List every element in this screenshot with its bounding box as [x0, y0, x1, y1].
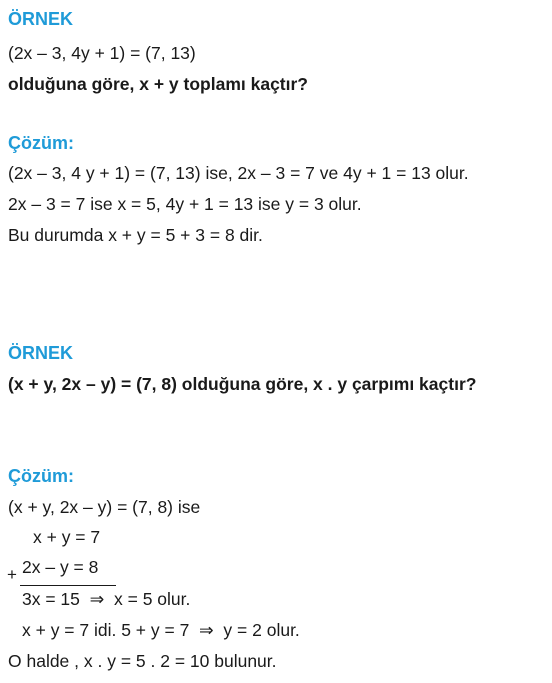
solution-1-line-1: (2x – 3, 4 y + 1) = (7, 13) ise, 2x – 3 = 7 ve 4y + 1 = 13 olur. — [8, 163, 469, 183]
addition-plus-sign: + — [7, 565, 17, 584]
example-1-question: olduğuna göre, x + y toplamı kaçtır? — [8, 74, 308, 94]
example-1-equation: (2x – 3, 4y + 1) = (7, 13) — [8, 43, 196, 63]
example-2-question: (x + y, 2x – y) = (7, 8) olduğuna göre, x . y çarpımı kaçtır? — [8, 374, 477, 394]
solution-1-line-2: 2x – 3 = 7 ise x = 5, 4y + 1 = 13 ise y = 3 olur. — [8, 194, 362, 214]
example-2-heading: ÖRNEK — [8, 343, 74, 363]
solution-2-result: 3x = 15 ⇒ x = 5 olur. — [22, 589, 191, 609]
solution-2-heading: Çözüm: — [8, 466, 74, 486]
solution-1-heading: Çözüm: — [8, 133, 74, 153]
solution-2-line-5: x + y = 7 idi. 5 + y = 7 ⇒ y = 2 olur. — [22, 620, 300, 640]
solution-2-equation-1: x + y = 7 — [33, 527, 101, 547]
solution-2-conclusion: O halde , x . y = 5 . 2 = 10 bulunur. — [8, 651, 277, 671]
addition-rule — [20, 585, 116, 586]
solution-2-equation-2: 2x – y = 8 — [22, 557, 99, 577]
solution-1-line-3: Bu durumda x + y = 5 + 3 = 8 dir. — [8, 225, 263, 245]
example-1-heading: ÖRNEK — [8, 9, 74, 29]
solution-2-line-1: (x + y, 2x – y) = (7, 8) ise — [8, 497, 201, 517]
